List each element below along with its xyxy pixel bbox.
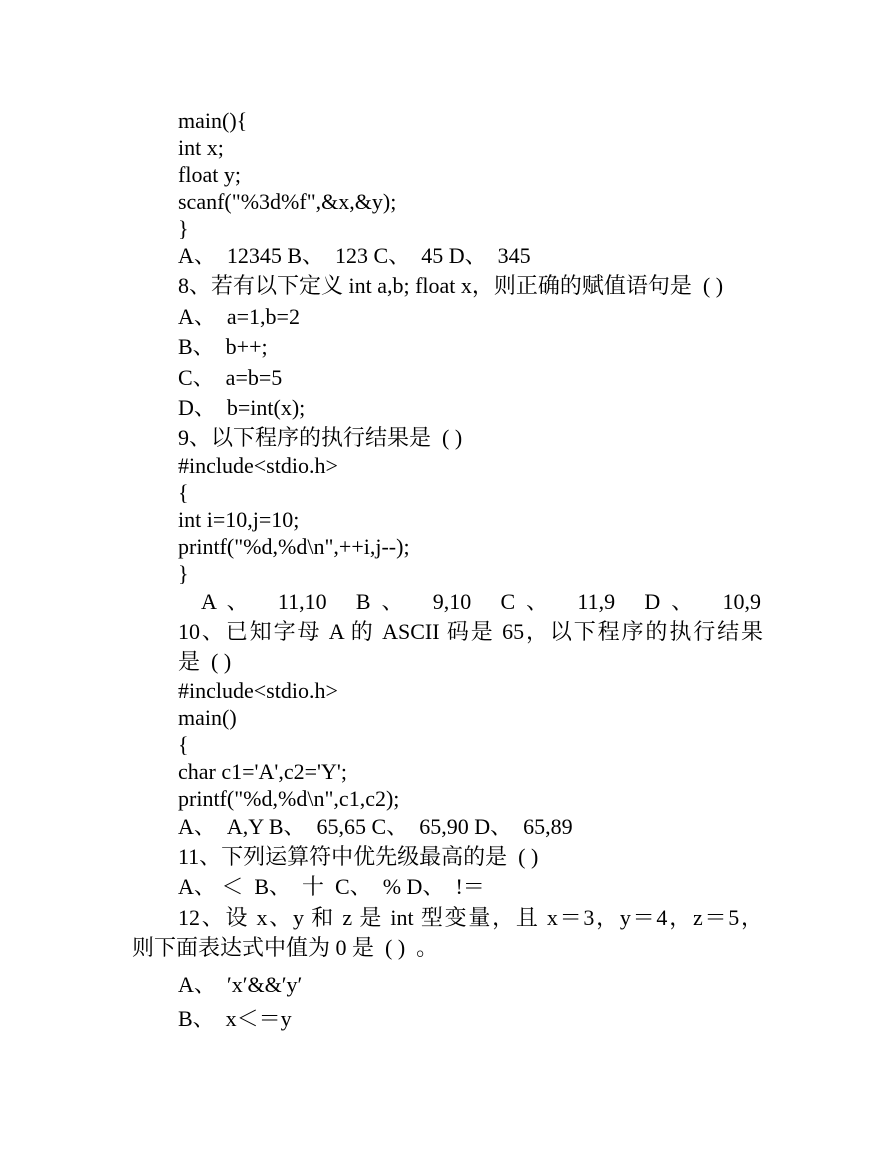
option-c: C、 a=b=5: [178, 365, 283, 390]
option-value: 11,10: [277, 589, 327, 614]
option-value: 9,10: [432, 589, 472, 614]
question-11: 11、下列运算符中优先级最高的是 ( ): [178, 844, 539, 869]
option-value: 10,9: [722, 589, 761, 614]
code-line: printf("%d,%d\n",++i,j--);: [178, 534, 410, 559]
question-10: 10、已知字母 A 的 ASCII 码是 65，以下程序的执行结果: [178, 619, 763, 644]
code-line: {: [178, 480, 189, 505]
option-a: A、 ′x′&&′y′: [178, 972, 303, 997]
code-line: printf("%d,%d\n",c1,c2);: [178, 786, 400, 811]
option-label: D 、: [644, 589, 694, 614]
code-line: float y;: [178, 162, 241, 187]
code-line: }: [178, 216, 189, 241]
code-line: #include<stdio.h>: [178, 453, 338, 478]
option-a: A、 a=1,b=2: [178, 304, 300, 329]
option-label: B 、: [355, 589, 404, 614]
code-line: #include<stdio.h>: [178, 678, 338, 703]
option-label: C 、: [500, 589, 549, 614]
option-b: B、 x＜＝y: [178, 1006, 292, 1031]
answer-options: A、 ＜ B、 十 C、 % D、 !＝: [178, 874, 485, 899]
code-line: main(){: [178, 108, 248, 133]
question-12-continued: 则下面表达式中值为 0 是 ( ) 。: [132, 935, 439, 960]
code-line: main(): [178, 705, 237, 730]
code-line: {: [178, 732, 189, 757]
question-12: 12、设 x、y 和 z 是 int 型变量，且 x＝3，y＝4，z＝5，: [178, 905, 763, 930]
code-line: }: [178, 561, 189, 586]
option-d: D、 b=int(x);: [178, 395, 306, 420]
answer-options: A、 A,Y B、 65,65 C、 65,90 D、 65,89: [178, 814, 573, 839]
question-10-continued: 是 ( ): [178, 649, 232, 674]
option-b: B、 b++;: [178, 334, 268, 359]
answer-options-justified: [201, 588, 761, 615]
option-label: A 、: [201, 589, 249, 614]
option-value: 11,9: [577, 589, 616, 614]
question-9: 9、以下程序的执行结果是 ( ): [178, 425, 463, 450]
code-line: int i=10,j=10;: [178, 507, 300, 532]
answer-options: A、 12345 B、 123 C、 45 D、 345: [178, 243, 531, 268]
question-8: 8、若有以下定义 int a,b; float x，则正确的赋值语句是 ( ): [178, 273, 724, 298]
code-line: char c1='A',c2='Y';: [178, 759, 347, 784]
code-line: scanf("%3d%f",&x,&y);: [178, 189, 397, 214]
code-line: int x;: [178, 135, 224, 160]
